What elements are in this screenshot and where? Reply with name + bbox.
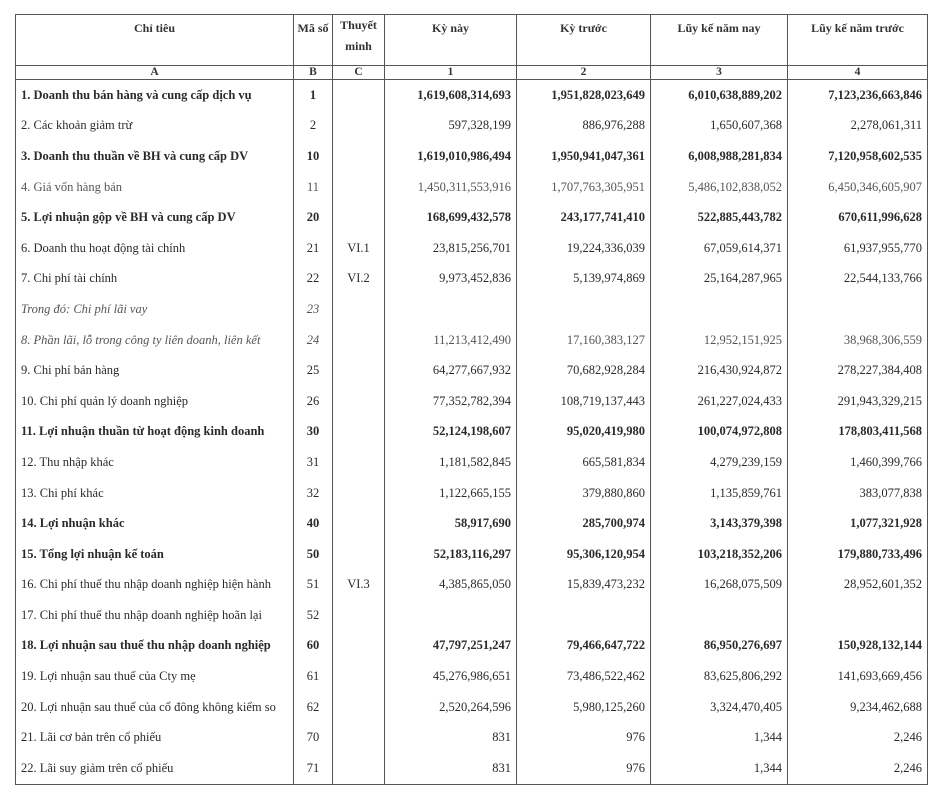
value-ky-truoc: 1,950,941,047,361 bbox=[517, 141, 651, 172]
value-ky-truoc: 95,020,419,980 bbox=[517, 417, 651, 448]
value-luy-ke-nam-nay bbox=[651, 600, 788, 631]
row-label: 20. Lợi nhuận sau thuế của cổ đông không kiểm so bbox=[16, 692, 294, 723]
table-row bbox=[16, 570, 928, 601]
row-note bbox=[333, 661, 385, 692]
table-row bbox=[16, 478, 928, 509]
table-row bbox=[16, 722, 928, 753]
table-row bbox=[16, 233, 928, 264]
value-luy-ke-nam-nay: 1,650,607,368 bbox=[651, 111, 788, 142]
table-row bbox=[16, 80, 928, 111]
value-ky-truoc: 5,139,974,869 bbox=[517, 264, 651, 295]
value-ky-nay: 831 bbox=[385, 753, 517, 784]
value-ky-truoc: 379,880,860 bbox=[517, 478, 651, 509]
column-letter: C bbox=[333, 66, 385, 80]
row-note: VI.3 bbox=[333, 570, 385, 601]
value-luy-ke-nam-truoc: 6,450,346,605,907 bbox=[788, 172, 928, 203]
value-ky-nay: 52,124,198,607 bbox=[385, 417, 517, 448]
value-luy-ke-nam-nay: 100,074,972,808 bbox=[651, 417, 788, 448]
value-luy-ke-nam-truoc: 383,077,838 bbox=[788, 478, 928, 509]
value-luy-ke-nam-truoc: 670,611,996,628 bbox=[788, 202, 928, 233]
value-luy-ke-nam-nay: 3,324,470,405 bbox=[651, 692, 788, 723]
value-ky-truoc: 70,682,928,284 bbox=[517, 355, 651, 386]
row-code: 62 bbox=[294, 692, 333, 723]
table-row bbox=[16, 631, 928, 662]
value-ky-nay: 58,917,690 bbox=[385, 508, 517, 539]
row-label: 15. Tổng lợi nhuận kế toán bbox=[16, 539, 294, 570]
value-ky-nay: 11,213,412,490 bbox=[385, 325, 517, 356]
value-ky-nay: 1,181,582,845 bbox=[385, 447, 517, 478]
row-label: 11. Lợi nhuận thuần từ hoạt động kinh doanh bbox=[16, 417, 294, 448]
row-note bbox=[333, 141, 385, 172]
row-label: 1. Doanh thu bán hàng và cung cấp dịch vụ bbox=[16, 80, 294, 111]
value-ky-truoc: 73,486,522,462 bbox=[517, 661, 651, 692]
value-luy-ke-nam-nay: 216,430,924,872 bbox=[651, 355, 788, 386]
row-label: 10. Chi phí quản lý doanh nghiệp bbox=[16, 386, 294, 417]
row-note bbox=[333, 202, 385, 233]
value-luy-ke-nam-truoc: 9,234,462,688 bbox=[788, 692, 928, 723]
row-note bbox=[333, 294, 385, 325]
row-note bbox=[333, 692, 385, 723]
value-ky-truoc: 976 bbox=[517, 753, 651, 784]
value-luy-ke-nam-truoc: 28,952,601,352 bbox=[788, 570, 928, 601]
row-code: 31 bbox=[294, 447, 333, 478]
value-luy-ke-nam-truoc: 2,246 bbox=[788, 753, 928, 784]
table-row bbox=[16, 539, 928, 570]
value-ky-nay: 1,122,665,155 bbox=[385, 478, 517, 509]
column-letter: 1 bbox=[385, 66, 517, 80]
table-row bbox=[16, 355, 928, 386]
header-ky-nay: Kỳ này bbox=[385, 15, 517, 66]
table-row bbox=[16, 447, 928, 478]
table-row bbox=[16, 661, 928, 692]
value-ky-nay: 47,797,251,247 bbox=[385, 631, 517, 662]
value-luy-ke-nam-nay: 6,008,988,281,834 bbox=[651, 141, 788, 172]
value-ky-nay: 831 bbox=[385, 722, 517, 753]
row-label: Trong đó: Chi phí lãi vay bbox=[16, 294, 294, 325]
value-ky-nay: 52,183,116,297 bbox=[385, 539, 517, 570]
value-ky-truoc bbox=[517, 294, 651, 325]
header-thuyet-minh-line1: Thuyết bbox=[340, 18, 377, 32]
row-note bbox=[333, 325, 385, 356]
value-luy-ke-nam-truoc: 2,246 bbox=[788, 722, 928, 753]
row-label: 17. Chi phí thuế thu nhập doanh nghiệp hoãn lại bbox=[16, 600, 294, 631]
value-luy-ke-nam-nay bbox=[651, 294, 788, 325]
value-luy-ke-nam-nay: 1,344 bbox=[651, 753, 788, 784]
value-ky-truoc bbox=[517, 600, 651, 631]
row-code: 32 bbox=[294, 478, 333, 509]
row-code: 21 bbox=[294, 233, 333, 264]
value-luy-ke-nam-truoc: 7,120,958,602,535 bbox=[788, 141, 928, 172]
value-luy-ke-nam-truoc: 141,693,669,456 bbox=[788, 661, 928, 692]
value-luy-ke-nam-truoc: 278,227,384,408 bbox=[788, 355, 928, 386]
row-code: 30 bbox=[294, 417, 333, 448]
row-note bbox=[333, 80, 385, 111]
row-code: 70 bbox=[294, 722, 333, 753]
header-ma-so: Mã số bbox=[294, 15, 333, 66]
value-ky-truoc: 1,707,763,305,951 bbox=[517, 172, 651, 203]
row-note bbox=[333, 111, 385, 142]
row-code: 71 bbox=[294, 753, 333, 784]
value-ky-nay: 1,619,010,986,494 bbox=[385, 141, 517, 172]
value-ky-truoc: 17,160,383,127 bbox=[517, 325, 651, 356]
value-luy-ke-nam-truoc: 61,937,955,770 bbox=[788, 233, 928, 264]
column-letter: 4 bbox=[788, 66, 928, 80]
row-label: 8. Phần lãi, lỗ trong công ty liên doanh, liên kết bbox=[16, 325, 294, 356]
value-ky-truoc: 285,700,974 bbox=[517, 508, 651, 539]
header-ky-truoc: Kỳ trước bbox=[517, 15, 651, 66]
value-ky-truoc: 79,466,647,722 bbox=[517, 631, 651, 662]
row-label: 9. Chi phí bán hàng bbox=[16, 355, 294, 386]
header-thuyet-minh-line2: minh bbox=[345, 39, 372, 53]
row-label: 12. Thu nhập khác bbox=[16, 447, 294, 478]
row-note: VI.1 bbox=[333, 233, 385, 264]
value-ky-nay: 597,328,199 bbox=[385, 111, 517, 142]
header-row bbox=[16, 15, 928, 66]
row-note bbox=[333, 508, 385, 539]
header-thuyet-minh bbox=[333, 15, 385, 66]
row-code: 51 bbox=[294, 570, 333, 601]
value-luy-ke-nam-truoc: 179,880,733,496 bbox=[788, 539, 928, 570]
row-note bbox=[333, 172, 385, 203]
row-code: 40 bbox=[294, 508, 333, 539]
value-luy-ke-nam-truoc: 22,544,133,766 bbox=[788, 264, 928, 295]
row-note bbox=[333, 447, 385, 478]
row-code: 26 bbox=[294, 386, 333, 417]
value-luy-ke-nam-truoc: 7,123,236,663,846 bbox=[788, 80, 928, 111]
value-ky-nay: 1,450,311,553,916 bbox=[385, 172, 517, 203]
row-note bbox=[333, 355, 385, 386]
value-ky-nay bbox=[385, 600, 517, 631]
value-ky-truoc: 5,980,125,260 bbox=[517, 692, 651, 723]
table-row bbox=[16, 600, 928, 631]
value-luy-ke-nam-nay: 103,218,352,206 bbox=[651, 539, 788, 570]
row-note bbox=[333, 539, 385, 570]
row-code: 61 bbox=[294, 661, 333, 692]
value-luy-ke-nam-nay: 25,164,287,965 bbox=[651, 264, 788, 295]
value-luy-ke-nam-nay: 3,143,379,398 bbox=[651, 508, 788, 539]
value-ky-nay: 1,619,608,314,693 bbox=[385, 80, 517, 111]
table-row bbox=[16, 417, 928, 448]
value-ky-truoc: 15,839,473,232 bbox=[517, 570, 651, 601]
row-label: 21. Lãi cơ bản trên cổ phiếu bbox=[16, 722, 294, 753]
value-luy-ke-nam-nay: 67,059,614,371 bbox=[651, 233, 788, 264]
value-luy-ke-nam-nay: 6,010,638,889,202 bbox=[651, 80, 788, 111]
table-row bbox=[16, 294, 928, 325]
row-note bbox=[333, 386, 385, 417]
value-luy-ke-nam-truoc: 2,278,061,311 bbox=[788, 111, 928, 142]
table-row bbox=[16, 264, 928, 295]
value-ky-nay: 2,520,264,596 bbox=[385, 692, 517, 723]
table-row bbox=[16, 202, 928, 233]
table-row bbox=[16, 753, 928, 784]
row-code: 11 bbox=[294, 172, 333, 203]
row-code: 1 bbox=[294, 80, 333, 111]
row-note bbox=[333, 417, 385, 448]
table-row bbox=[16, 111, 928, 142]
row-label: 7. Chi phí tài chính bbox=[16, 264, 294, 295]
row-note bbox=[333, 600, 385, 631]
row-note bbox=[333, 631, 385, 662]
value-luy-ke-nam-nay: 83,625,806,292 bbox=[651, 661, 788, 692]
row-code: 24 bbox=[294, 325, 333, 356]
header-chi-tieu: Chỉ tiêu bbox=[16, 15, 294, 66]
table-body bbox=[16, 80, 928, 785]
value-luy-ke-nam-nay: 1,135,859,761 bbox=[651, 478, 788, 509]
row-code: 25 bbox=[294, 355, 333, 386]
row-code: 22 bbox=[294, 264, 333, 295]
value-ky-truoc: 976 bbox=[517, 722, 651, 753]
row-note bbox=[333, 478, 385, 509]
table-row bbox=[16, 692, 928, 723]
row-code: 60 bbox=[294, 631, 333, 662]
row-code: 20 bbox=[294, 202, 333, 233]
value-ky-truoc: 886,976,288 bbox=[517, 111, 651, 142]
row-label: 13. Chi phí khác bbox=[16, 478, 294, 509]
value-luy-ke-nam-nay: 12,952,151,925 bbox=[651, 325, 788, 356]
value-luy-ke-nam-nay: 522,885,443,782 bbox=[651, 202, 788, 233]
value-luy-ke-nam-truoc bbox=[788, 294, 928, 325]
row-code: 50 bbox=[294, 539, 333, 570]
income-statement-table bbox=[15, 14, 928, 785]
value-luy-ke-nam-truoc: 150,928,132,144 bbox=[788, 631, 928, 662]
table-row bbox=[16, 386, 928, 417]
column-letter: B bbox=[294, 66, 333, 80]
value-luy-ke-nam-nay: 261,227,024,433 bbox=[651, 386, 788, 417]
value-luy-ke-nam-nay: 4,279,239,159 bbox=[651, 447, 788, 478]
value-luy-ke-nam-nay: 86,950,276,697 bbox=[651, 631, 788, 662]
value-luy-ke-nam-truoc: 1,460,399,766 bbox=[788, 447, 928, 478]
column-letter: 3 bbox=[651, 66, 788, 80]
value-ky-truoc: 19,224,336,039 bbox=[517, 233, 651, 264]
row-label: 16. Chi phí thuế thu nhập doanh nghiệp hiện hành bbox=[16, 570, 294, 601]
table-row bbox=[16, 325, 928, 356]
row-label: 5. Lợi nhuận gộp về BH và cung cấp DV bbox=[16, 202, 294, 233]
table-row bbox=[16, 172, 928, 203]
value-luy-ke-nam-truoc: 291,943,329,215 bbox=[788, 386, 928, 417]
value-luy-ke-nam-nay: 16,268,075,509 bbox=[651, 570, 788, 601]
value-ky-nay: 23,815,256,701 bbox=[385, 233, 517, 264]
column-letter-row bbox=[16, 66, 928, 80]
value-luy-ke-nam-truoc: 38,968,306,559 bbox=[788, 325, 928, 356]
value-luy-ke-nam-truoc: 1,077,321,928 bbox=[788, 508, 928, 539]
row-label: 22. Lãi suy giảm trên cổ phiếu bbox=[16, 753, 294, 784]
value-luy-ke-nam-truoc: 178,803,411,568 bbox=[788, 417, 928, 448]
row-code: 52 bbox=[294, 600, 333, 631]
table-row bbox=[16, 141, 928, 172]
row-note bbox=[333, 753, 385, 784]
value-ky-truoc: 665,581,834 bbox=[517, 447, 651, 478]
row-code: 10 bbox=[294, 141, 333, 172]
value-ky-nay: 168,699,432,578 bbox=[385, 202, 517, 233]
row-note bbox=[333, 722, 385, 753]
value-ky-nay bbox=[385, 294, 517, 325]
row-label: 6. Doanh thu hoạt động tài chính bbox=[16, 233, 294, 264]
value-ky-nay: 9,973,452,836 bbox=[385, 264, 517, 295]
row-label: 3. Doanh thu thuần về BH và cung cấp DV bbox=[16, 141, 294, 172]
row-code: 2 bbox=[294, 111, 333, 142]
value-luy-ke-nam-truoc bbox=[788, 600, 928, 631]
table-row bbox=[16, 508, 928, 539]
value-ky-nay: 77,352,782,394 bbox=[385, 386, 517, 417]
row-label: 14. Lợi nhuận khác bbox=[16, 508, 294, 539]
value-ky-nay: 64,277,667,932 bbox=[385, 355, 517, 386]
row-label: 19. Lợi nhuận sau thuế của Cty mẹ bbox=[16, 661, 294, 692]
column-letter: A bbox=[16, 66, 294, 80]
row-label: 18. Lợi nhuận sau thuế thu nhập doanh nghiệp bbox=[16, 631, 294, 662]
value-luy-ke-nam-nay: 5,486,102,838,052 bbox=[651, 172, 788, 203]
value-luy-ke-nam-nay: 1,344 bbox=[651, 722, 788, 753]
row-code: 23 bbox=[294, 294, 333, 325]
value-ky-truoc: 108,719,137,443 bbox=[517, 386, 651, 417]
row-label: 4. Giá vốn hàng bán bbox=[16, 172, 294, 203]
value-ky-truoc: 243,177,741,410 bbox=[517, 202, 651, 233]
value-ky-truoc: 1,951,828,023,649 bbox=[517, 80, 651, 111]
value-ky-nay: 45,276,986,651 bbox=[385, 661, 517, 692]
value-ky-truoc: 95,306,120,954 bbox=[517, 539, 651, 570]
header-luy-ke-nam-truoc: Lũy kế năm trước bbox=[788, 15, 928, 66]
row-note: VI.2 bbox=[333, 264, 385, 295]
value-ky-nay: 4,385,865,050 bbox=[385, 570, 517, 601]
row-label: 2. Các khoản giảm trừ bbox=[16, 111, 294, 142]
column-letter: 2 bbox=[517, 66, 651, 80]
header-luy-ke-nam-nay: Lũy kế năm nay bbox=[651, 15, 788, 66]
